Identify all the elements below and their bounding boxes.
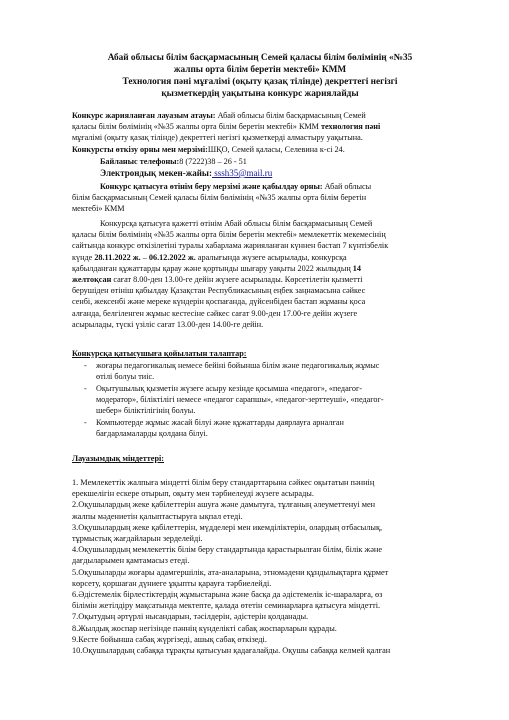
docs-line-3: сайтында конкурс өткізілетіні туралы хабарлама жарияланған күннен бастап 7 күнтізбелік <box>72 241 389 251</box>
docs-dash: – <box>140 252 149 262</box>
position-label: Конкурс жарияланған лауазым атауы: <box>72 111 216 120</box>
duty-line: дағдыларымен қамтамасыз етеді. <box>72 556 190 566</box>
application-label: Конкурс қатысуға өтінім беру мерзімі және қабылдау орны: <box>100 182 323 191</box>
requirement-1-line-2: өтілі болуы тиіс. <box>96 372 155 381</box>
duty-line: тұрмыстық жағдайларын зерделейді. <box>72 534 203 544</box>
position-text-1: Абай облысы білім басқармасының Семей <box>215 111 366 120</box>
duty-line: 9.Кесте бойынша сабақ жүргізеді, ашық сабақ өткізеді. <box>72 634 267 644</box>
duty-line: жалпы мәдениетін қалыптастыруға ықпал етеді. <box>72 511 243 521</box>
docs-line-5 <box>72 263 440 274</box>
application-text-3: мектебі» КММ <box>72 204 125 214</box>
requirement-2-line-3: шебер» біліктілігінің болуы. <box>96 406 196 415</box>
docs-line-7: берушіден өтініш қабылдау Қазақстан Республикасының еңбек заңнамасына сәйкес <box>72 286 366 296</box>
docs-line-6 <box>72 274 440 285</box>
duty-line: 1. Мемлекеттік жалпыға міндетті білім беру стандарттарына сәйкес оқытатын пәннің <box>72 478 375 487</box>
duty-line: көрсету, қоршаған дүниеге ұқыпты қарауға тәрбиелейді. <box>72 578 272 588</box>
requirement-item <box>84 383 440 416</box>
docs-line-4a: күнде <box>72 252 95 262</box>
email-link[interactable]: sssh35@mail.ru <box>211 168 273 178</box>
docs-line-5a: қабылданған құжаттарды қарау және қортынды шығару уақыты 2022 жылыдың <box>72 263 353 273</box>
phone-value: 8 (7222)38 – 26 - 51 <box>179 157 247 166</box>
duty-line: 6.Әдістемелік бірлестіктердің жұмыстарына және басқа да әдістемелік іс-шараларға, өз <box>72 590 383 600</box>
duty-line: 8.Жылдық жоспар негізінде пәннің күнделікті сабақ жоспарларын құрады. <box>72 623 337 633</box>
title-line-2: жалпы орта білім беретін мектебі» КММ <box>173 65 347 75</box>
duty-line: 7.Оқытудың әртүрлі нысандарын, тәсілдерін, әдістерін қолданады. <box>72 612 309 622</box>
requirement-2-line-2: модератор», біліктілігі немесе «педагог сарапшы», «педагог-зерттеуші», «педагог- <box>96 395 384 404</box>
docs-line-4c: аралығында жүзеге асырылады, конкурсқа <box>195 252 347 262</box>
duties-heading: Лауазымдық міндеттері: <box>72 454 164 463</box>
documents-paragraph <box>72 218 440 330</box>
duties-list <box>72 477 442 656</box>
docs-line-8: сенбі, жексенбі және мереке күндерін қоспағанда, дүйсенбіден бастап жұманы қоса <box>72 297 366 307</box>
application-section <box>72 181 440 215</box>
duty-line: 2.Оқушылардың жеке қабілеттерін ашуға және дамытуға, тұлғаның әлеуметтенуі мен <box>72 500 376 510</box>
requirement-item <box>84 360 440 382</box>
docs-line-9: алғанда, белгіленген жұмыс кестесіне сәйкес сағат 9.00-ден 17.00-ге дейін жүзеге <box>72 308 358 318</box>
venue-label: Конкурсты өткізу орны мен мерзімі: <box>72 144 208 154</box>
duty-line: ерекшелігін ескере отырып, оқыту мен тәрбиелеуді жүзеге асырады. <box>72 489 314 499</box>
requirements-list <box>84 360 440 439</box>
docs-line-4 <box>72 252 440 263</box>
duty-line: білімін жетілдіру мақсатында мектепте, қалада өтетін семинарларға қатысуға міндетті. <box>72 601 381 611</box>
requirements-heading: Конкурсқа қатысушыға қойылатын талаптар: <box>72 349 247 358</box>
title-line-1: Абай облысы білім басқармасының Семей қаласы білім бөлімінің «№35 <box>107 53 413 63</box>
duty-line: 3.Оқушылардың жеке қабілеттерін, мүдделері мен икемділіктерін, олардың отбасылық, <box>72 522 383 532</box>
email-label: Электрондық мекен-жайы: <box>100 168 212 178</box>
docs-line-2: қаласы білім бөлімінің «№35 жалпы орта білім беретін мектебі» мемлекеттік мекемесінің <box>72 230 386 240</box>
docs-line-1: Конкурсқа қатысуға қажетті өтінім Абай облысы білім басқармасының Семей <box>100 219 373 228</box>
review-month: желтоқсан <box>72 275 112 285</box>
position-text-3: мұғалімі (оқыту қазақ тілінде) декреттегі негізгі қызметкерді алмастыру уақытына. <box>72 133 363 143</box>
venue-text: ШҚО, Семей қаласы, Селевина к-сі 24. <box>207 144 345 154</box>
docs-line-6b: сағат 8.00-ден 13.00-ге дейін жүзеге асырылады. Көрсетілетін қызметті <box>111 275 363 285</box>
duty-line: 4.Оқушылардың мемлекеттік білім беру стандартында қарастырылған білім, білік және <box>72 545 383 555</box>
position-subject: технология пәні <box>321 122 381 132</box>
requirement-2-line-1: - Оқытушылық қызметін жүзеге асыру кезінде қосымша «педагог», «педагог- <box>96 384 363 393</box>
phone-row <box>100 156 440 167</box>
requirement-3-line-2: бағдарламаларды қолдана білуі. <box>96 429 208 438</box>
duty-line: 10.Оқушылардың сабаққа тұрақты қатысуын қадағалайды. Оқушы сабаққа келмей қалған <box>72 646 391 656</box>
duty-line: 5.Оқушыларды жоғары адамгершілік, ата-аналарына, этномәдени құндылықтарға құрмет <box>72 567 389 577</box>
review-day: 14 <box>352 263 361 273</box>
position-text-2: қаласы білім бөлімінің «№35 жалпы орта білім беретін мектебі» КММ <box>72 122 322 132</box>
application-text-1: Абай облысы <box>322 182 372 191</box>
docs-line-10: асырылады, түскі үзіліс сағат 13.00-ден 14.00-ге дейін. <box>72 319 264 329</box>
position-section <box>72 110 440 155</box>
requirement-item <box>84 417 440 439</box>
email-row <box>100 168 440 179</box>
phone-label: Байланыс телефоны: <box>100 157 180 166</box>
requirement-1-line-1: - жоғары педагогикалық немесе бейіні бойынша білім және педагогикалық жұмыс <box>96 361 380 370</box>
start-date: 28.11.2022 ж. <box>94 252 141 262</box>
document-title <box>60 52 460 100</box>
requirement-3-line-1: - Компьютерде жұмыс жасай білуі және құжаттарды даярлауға арналған <box>96 418 344 427</box>
end-date: 06.12.2022 ж. <box>148 252 196 262</box>
title-line-4: қызметкердің уақытына конкурс жариялайды <box>161 89 359 99</box>
title-line-3: Технология пәні мұғалімі (оқыту қазақ тілінде) декреттегі негізгі <box>122 77 398 87</box>
application-text-2: білім басқармасының Семей қаласы білім бөлімінің «№35 жалпы орта білім беретін <box>72 193 367 203</box>
